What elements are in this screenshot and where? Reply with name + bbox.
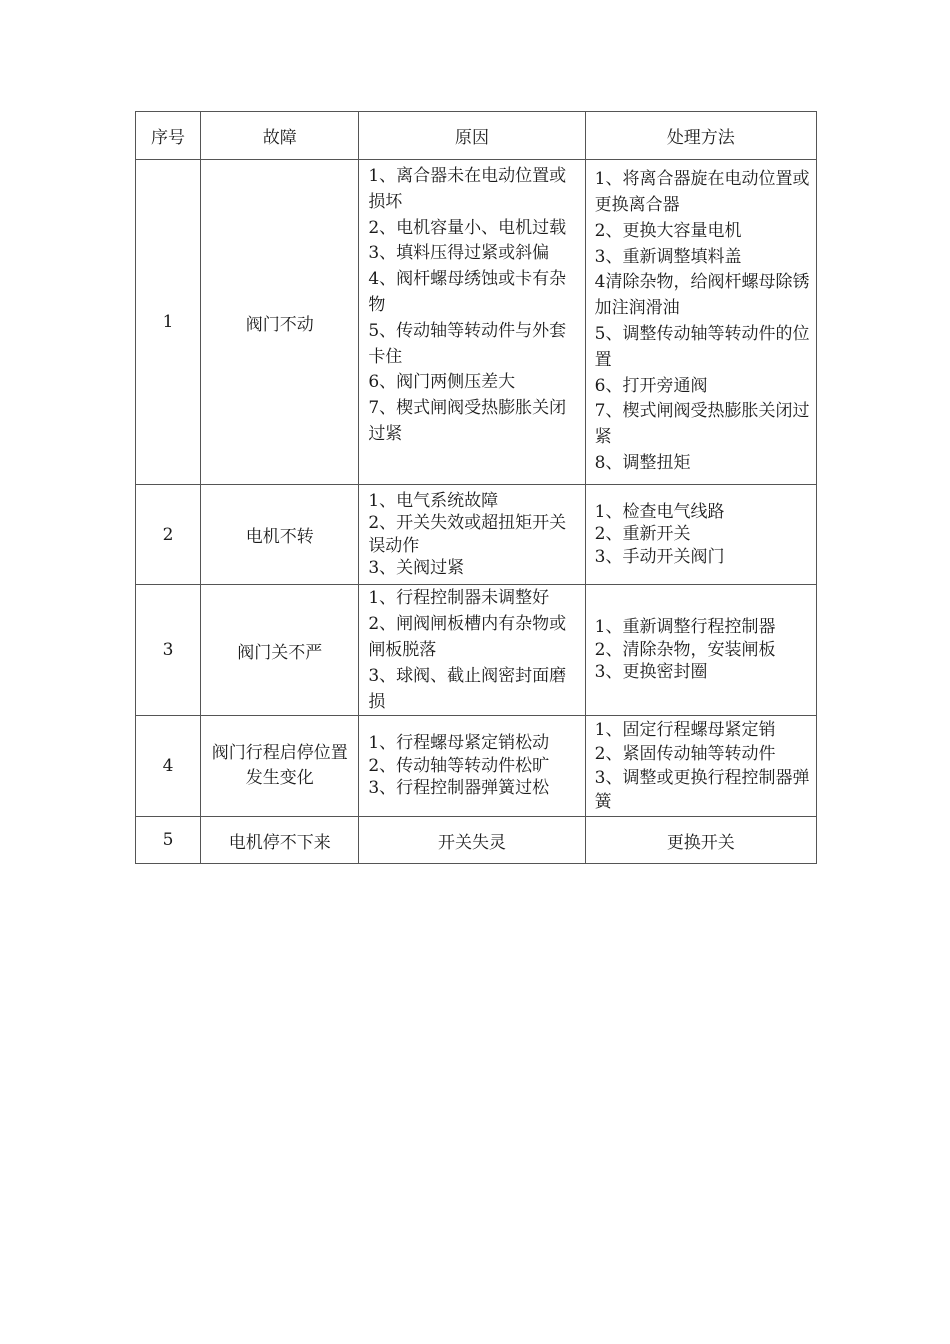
fault-table bbox=[135, 111, 817, 864]
row-fault: 电机不转 bbox=[201, 485, 359, 585]
row-cause-cell bbox=[359, 585, 585, 716]
row-fault: 阀门行程启停位置发生变化 bbox=[211, 743, 348, 788]
row-cause: 开关失灵 bbox=[359, 817, 585, 864]
row-fault: 电机停不下来 bbox=[201, 817, 359, 864]
header-cause: 原因 bbox=[359, 112, 585, 160]
header-fix: 处理方法 bbox=[585, 112, 816, 160]
row-no: 4 bbox=[136, 716, 201, 817]
table-row bbox=[136, 817, 817, 864]
row-cause-cell bbox=[359, 716, 585, 817]
table-row bbox=[136, 585, 817, 716]
row-cause: 1、行程螺母紧定销松动 2、传动轴等转动件松旷 3、行程控制器弹簧过松 bbox=[368, 733, 550, 799]
table-header-row bbox=[136, 112, 817, 160]
row-no: 1 bbox=[136, 160, 201, 485]
row-no: 5 bbox=[136, 817, 201, 864]
row-fix: 1、将离合器旋在电动位置或更换离合器 2、更换大容量电机 3、重新调整填料盖 4清除杂物，给阀杆螺母除锈加注润滑油 5、调整传动轴等转动件的位置 6、打开旁通阀 7、楔式闸阀受热膨胀关闭过紧 8、调整扭矩 bbox=[594, 169, 810, 473]
row-no: 3 bbox=[136, 585, 201, 716]
row-fix-cell bbox=[585, 485, 816, 585]
row-cause: 1、离合器未在电动位置或损坏 2、电机容量小、电机过载 3、填料压得过紧或斜偏 4、阀杆螺母绣蚀或卡有杂物 5、传动轴等转动件与外套卡住 6、阀门两侧压差大 7、楔式闸阀受热膨胀关闭过紧 bbox=[368, 166, 567, 444]
row-cause-cell bbox=[359, 160, 585, 485]
header-no: 序号 bbox=[136, 112, 201, 160]
row-fault-cell bbox=[201, 716, 359, 817]
row-cause: 1、电气系统故障 2、开关失效或超扭矩开关误动作 3、关阀过紧 bbox=[368, 490, 567, 578]
header-fault: 故障 bbox=[201, 112, 359, 160]
row-fix-cell bbox=[585, 160, 816, 485]
row-cause-cell bbox=[359, 485, 585, 585]
row-fault: 阀门不动 bbox=[201, 160, 359, 485]
row-fix: 更换开关 bbox=[585, 817, 816, 864]
row-fix: 1、检查电气线路 2、重新开关 3、手动开关阀门 bbox=[594, 501, 725, 567]
row-fix-cell bbox=[585, 585, 816, 716]
row-cause: 1、行程控制器未调整好 2、闸阀闸板槽内有杂物或闸板脱落 3、球阀、截止阀密封面磨损 bbox=[368, 588, 567, 712]
table-row bbox=[136, 716, 817, 817]
table-row bbox=[136, 485, 817, 585]
row-fix: 1、固定行程螺母紧定销 2、紧固传动轴等转动件 3、调整或更换行程控制器弹簧 bbox=[594, 720, 810, 812]
row-fix-cell bbox=[585, 716, 816, 817]
row-fix: 1、重新调整行程控制器 2、清除杂物，安装闸板 3、更换密封圈 bbox=[594, 617, 776, 683]
row-fault: 阀门关不严 bbox=[201, 585, 359, 716]
row-no: 2 bbox=[136, 485, 201, 585]
table-row bbox=[136, 160, 817, 485]
